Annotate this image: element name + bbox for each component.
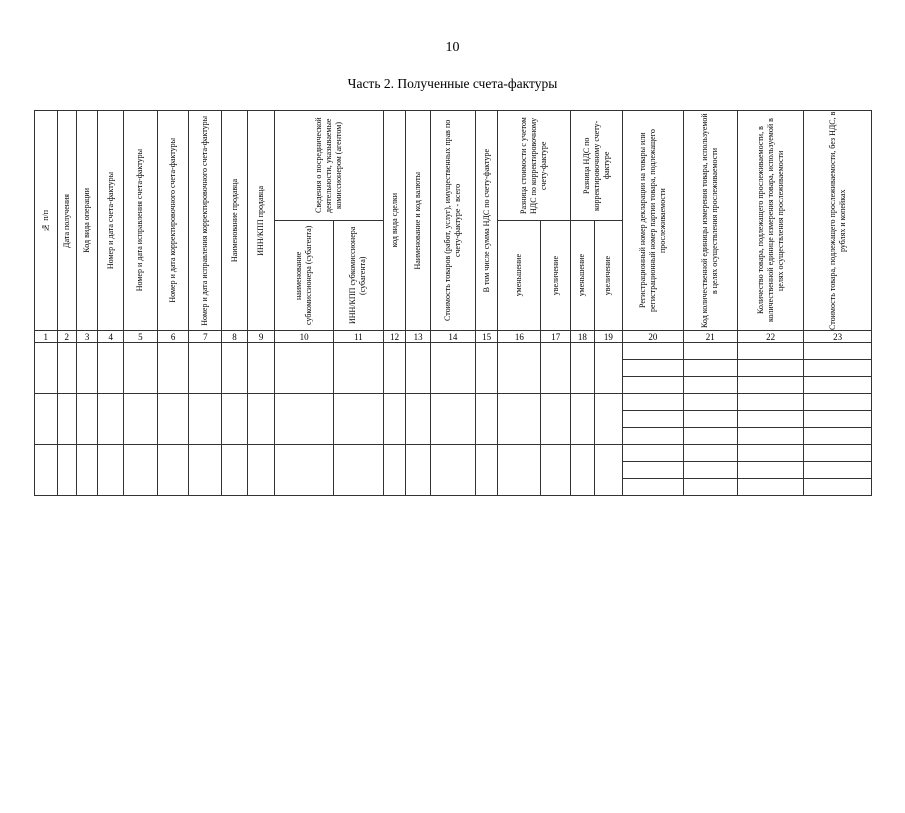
column-number: 16: [498, 331, 541, 343]
header-cell-4: Номер и дата счета-фактуры: [98, 111, 124, 331]
entry-cell[interactable]: [737, 462, 804, 479]
column-number: 2: [57, 331, 76, 343]
column-number: 3: [76, 331, 97, 343]
header-cell-7: Номер и дата исправления корректировочного счета-фактуры: [189, 111, 222, 331]
entry-cell[interactable]: [623, 445, 683, 462]
entry-cell[interactable]: [406, 445, 431, 496]
column-number: 23: [804, 331, 872, 343]
entry-cell[interactable]: [430, 394, 475, 445]
header-group-16-17: Разница стоимости с учетом НДС по корректировочному счету-фактуре: [498, 111, 571, 221]
entry-cell[interactable]: [333, 343, 383, 394]
entry-cell[interactable]: [804, 445, 872, 462]
header-cell-22: Количество товара, подлежащего прослеживаемости, в количественной единице измерения товара, используемой в целях осуществления прослеживаемости: [737, 111, 804, 331]
section-title: Часть 2. Полученные счета-фактуры: [347, 76, 558, 91]
entry-cell[interactable]: [804, 360, 872, 377]
header-cell-20: Регистрационный номер декларации на товары или регистрационный номер партии товара, подлежащего прослеживаемости: [623, 111, 683, 331]
entry-cell[interactable]: [541, 394, 571, 445]
entry-cell[interactable]: [623, 428, 683, 445]
column-number: 9: [247, 331, 275, 343]
header-cell-1: № п/п: [35, 111, 58, 331]
entry-cell[interactable]: [475, 445, 498, 496]
header-cell-10: наименование субкомиссионера (субагента): [275, 221, 333, 331]
entry-cell[interactable]: [737, 377, 804, 394]
entry-cell[interactable]: [383, 394, 406, 445]
entry-cell[interactable]: [475, 394, 498, 445]
entry-cell[interactable]: [623, 411, 683, 428]
column-number-row: [35, 331, 872, 343]
header-cell-8: Наименование продавца: [222, 111, 248, 331]
entry-cell[interactable]: [683, 428, 737, 445]
entry-cell[interactable]: [222, 445, 248, 496]
entry-cell[interactable]: [804, 462, 872, 479]
entry-cell[interactable]: [594, 445, 623, 496]
entry-cell[interactable]: [683, 411, 737, 428]
entry-cell[interactable]: [406, 394, 431, 445]
header-group-10-11: Сведения о посреднической деятельности, указываемые комиссионером (агентом): [275, 111, 383, 221]
entry-cell[interactable]: [804, 394, 872, 411]
entry-cell[interactable]: [623, 343, 683, 360]
entry-cell[interactable]: [98, 394, 124, 445]
entry-cell[interactable]: [430, 343, 475, 394]
column-number: 15: [475, 331, 498, 343]
invoice-ledger-table: [34, 110, 872, 496]
header-cell-9: ИНН/КПП продавца: [247, 111, 275, 331]
entry-cell[interactable]: [683, 360, 737, 377]
entry-cell[interactable]: [76, 445, 97, 496]
entry-cell[interactable]: [189, 445, 222, 496]
entry-cell[interactable]: [683, 394, 737, 411]
table-row: [35, 445, 872, 462]
entry-cell[interactable]: [623, 360, 683, 377]
entry-cell[interactable]: [222, 394, 248, 445]
entry-cell[interactable]: [571, 445, 595, 496]
entry-cell[interactable]: [498, 343, 541, 394]
entry-cell[interactable]: [157, 343, 189, 394]
column-number: 17: [541, 331, 571, 343]
entry-cell[interactable]: [35, 343, 58, 394]
entry-cell[interactable]: [804, 428, 872, 445]
entry-cell[interactable]: [804, 479, 872, 496]
entry-cell[interactable]: [498, 445, 541, 496]
header-cell-3: Код вида операции: [76, 111, 97, 331]
column-number: 12: [383, 331, 406, 343]
entry-cell[interactable]: [623, 479, 683, 496]
entry-cell[interactable]: [124, 445, 158, 496]
entry-cell[interactable]: [76, 394, 97, 445]
entry-cell[interactable]: [430, 445, 475, 496]
entry-cell[interactable]: [98, 445, 124, 496]
header-cell-6: Номер и дата корректировочного счета-фактуры: [157, 111, 189, 331]
entry-cell[interactable]: [383, 445, 406, 496]
column-number: 4: [98, 331, 124, 343]
column-number: 5: [124, 331, 158, 343]
entry-cell[interactable]: [737, 445, 804, 462]
header-cell-19: увеличение: [594, 221, 623, 331]
entry-cell[interactable]: [57, 343, 76, 394]
entry-cell[interactable]: [737, 479, 804, 496]
entry-cell[interactable]: [683, 445, 737, 462]
entry-cell[interactable]: [498, 394, 541, 445]
entry-cell[interactable]: [247, 343, 275, 394]
entry-cell[interactable]: [571, 343, 595, 394]
entry-cell[interactable]: [222, 343, 248, 394]
header-cell-5: Номер и дата исправления счета-фактуры: [124, 111, 158, 331]
header-cell-21: Код количественной единицы измерения товара, используемой в целях осуществления прослеживаемости: [683, 111, 737, 331]
column-number: 14: [430, 331, 475, 343]
entry-cell[interactable]: [594, 343, 623, 394]
entry-cell[interactable]: [57, 394, 76, 445]
entry-cell[interactable]: [124, 394, 158, 445]
table-row: [35, 394, 872, 411]
column-number: 21: [683, 331, 737, 343]
column-number: 18: [571, 331, 595, 343]
entry-cell[interactable]: [76, 343, 97, 394]
entry-cell[interactable]: [275, 394, 333, 445]
entry-cell[interactable]: [737, 360, 804, 377]
entry-cell[interactable]: [623, 377, 683, 394]
entry-cell[interactable]: [247, 394, 275, 445]
header-group-18-19: Разница НДС по корректировочному счету-фактуре: [571, 111, 623, 221]
header-cell-2: Дата получения: [57, 111, 76, 331]
entry-cell[interactable]: [804, 343, 872, 360]
column-number: 6: [157, 331, 189, 343]
entry-cell[interactable]: [623, 462, 683, 479]
entry-cell[interactable]: [57, 445, 76, 496]
entry-cell[interactable]: [594, 394, 623, 445]
entry-cell[interactable]: [804, 411, 872, 428]
entry-cell[interactable]: [475, 343, 498, 394]
column-number: 1: [35, 331, 58, 343]
entry-cell[interactable]: [737, 411, 804, 428]
page-number: 10: [445, 40, 460, 55]
entry-cell[interactable]: [275, 445, 333, 496]
column-number: 13: [406, 331, 431, 343]
entry-cell[interactable]: [333, 445, 383, 496]
entry-cell[interactable]: [683, 377, 737, 394]
header-cell-13: Наименование и код валюты: [406, 111, 431, 331]
entry-cell[interactable]: [189, 343, 222, 394]
entry-cell[interactable]: [683, 343, 737, 360]
entry-cell[interactable]: [683, 479, 737, 496]
header-cell-17: увеличение: [541, 221, 571, 331]
entry-cell[interactable]: [247, 445, 275, 496]
entry-cell[interactable]: [406, 343, 431, 394]
column-number: 10: [275, 331, 333, 343]
entry-cell[interactable]: [737, 428, 804, 445]
entry-cell[interactable]: [737, 343, 804, 360]
entry-cell[interactable]: [124, 343, 158, 394]
entry-cell[interactable]: [541, 445, 571, 496]
header-cell-11: ИНН/КПП субкомиссионера (субагента): [333, 221, 383, 331]
header-cell-14: Стоимость товаров (работ, услуг), имущественных прав по счету-фактуре - всего: [430, 111, 475, 331]
entry-cell[interactable]: [157, 445, 189, 496]
entry-cell[interactable]: [623, 394, 683, 411]
header-cell-18: уменьшение: [571, 221, 595, 331]
entry-cell[interactable]: [35, 394, 58, 445]
column-number: 20: [623, 331, 683, 343]
header-cell-12: код вида сделки: [383, 111, 406, 331]
entry-cell[interactable]: [804, 377, 872, 394]
entry-cell[interactable]: [737, 394, 804, 411]
column-number: 7: [189, 331, 222, 343]
entry-cell[interactable]: [275, 343, 333, 394]
entry-cell[interactable]: [683, 462, 737, 479]
entry-cell[interactable]: [189, 394, 222, 445]
entry-cell[interactable]: [35, 445, 58, 496]
header-cell-15: В том числе сумма НДС по счету-фактуре: [475, 111, 498, 331]
entry-cell[interactable]: [157, 394, 189, 445]
header-cell-16: уменьшение: [498, 221, 541, 331]
entry-cell[interactable]: [541, 343, 571, 394]
column-number: 8: [222, 331, 248, 343]
entry-cell[interactable]: [333, 394, 383, 445]
table-row: [35, 343, 872, 360]
entry-cell[interactable]: [571, 394, 595, 445]
column-number: 11: [333, 331, 383, 343]
header-cell-23: Стоимость товара, подлежащего прослеживаемости, без НДС, в рублях и копейках: [804, 111, 872, 331]
entry-cell[interactable]: [383, 343, 406, 394]
entry-cell[interactable]: [98, 343, 124, 394]
column-number: 19: [594, 331, 623, 343]
column-number: 22: [737, 331, 804, 343]
